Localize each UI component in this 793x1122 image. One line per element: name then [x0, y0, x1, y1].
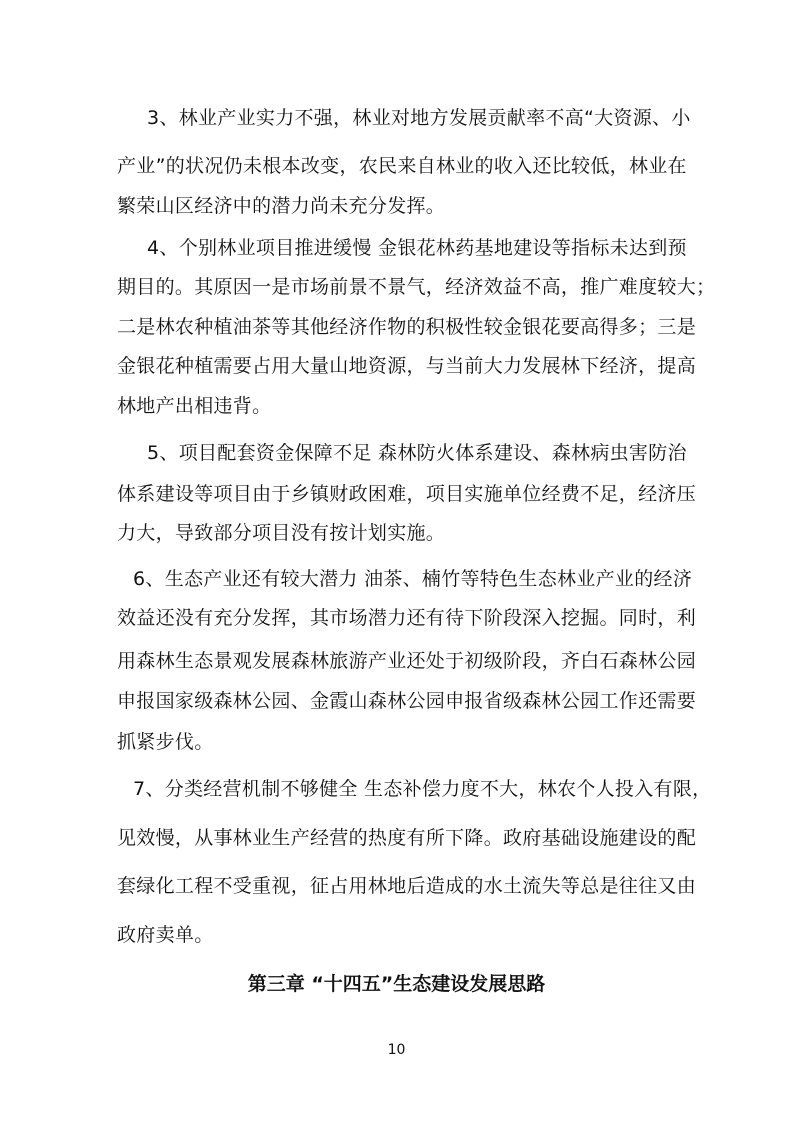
- page-number: 10: [387, 1042, 406, 1058]
- paragraph-5-line-3: 力大，导致部分项目没有按计划实施。: [117, 522, 446, 544]
- paragraph-4-line-1: 4、个别林业项目推进缓慢 金银花林药基地建设等指标未达到预: [147, 237, 687, 259]
- paragraph-7-line-1: 7、分类经营机制不够健全 生态补偿力度不大，林农个人投入有限，: [133, 778, 712, 800]
- paragraph-5-line-1: 5、项目配套资金保障不足 森林防火体系建设、森林病虫害防治: [147, 442, 687, 464]
- paragraph-6-line-3: 用森林生态景观发展森林旅游产业还处于初级阶段，齐白石森林公园: [117, 650, 697, 672]
- paragraph-4-line-4: 金银花种植需要占用大量山地资源，与当前大力发展林下经济，提高: [117, 355, 697, 377]
- paragraph-7-line-3: 套绿化工程不受重视，征占用林地后造成的水土流失等总是往往又由: [117, 875, 697, 897]
- paragraph-5-line-2: 体系建设等项目由于乡镇财政困难，项目实施单位经费不足，经济压: [117, 483, 697, 505]
- paragraph-7-line-4: 政府卖单。: [117, 924, 214, 946]
- paragraph-4-line-5: 林地产出相违背。: [117, 395, 272, 417]
- paragraph-7-line-2: 见效慢，从事林业生产经营的热度有所下降。政府基础设施建设的配: [117, 827, 697, 849]
- paragraph-6-line-2: 效益还没有充分发挥，其市场潜力还有待下阶段深入挖掘。同时，利: [117, 607, 697, 629]
- paragraph-4-line-3: 二是林农种植油茶等其他经济作物的积极性较金银花要高得多；三是: [117, 316, 697, 338]
- paragraph-6-line-5: 抓紧步伐。: [117, 731, 214, 753]
- paragraph-6-line-4: 申报国家级森林公园、金霞山森林公园申报省级森林公园工作还需要: [117, 690, 697, 712]
- paragraph-3-line-2: 产业”的状况仍未根本改变，农民来自林业的收入还比较低，林业在: [117, 155, 687, 177]
- paragraph-3-line-1: 3、林业产业实力不强，林业对地方发展贡献率不高“大资源、小: [147, 107, 691, 129]
- paragraph-6-line-1: 6、生态产业还有较大潜力 油茶、楠竹等特色生态林业产业的经济: [133, 568, 693, 590]
- paragraph-3-line-3: 繁荣山区经济中的潜力尚未充分发挥。: [117, 195, 446, 217]
- chapter-heading: 第三章 “十四五”生态建设发展思路: [247, 973, 546, 995]
- paragraph-4-line-2: 期目的。其原因一是市场前景不景气，经济效益不高，推广难度较大；: [117, 276, 716, 298]
